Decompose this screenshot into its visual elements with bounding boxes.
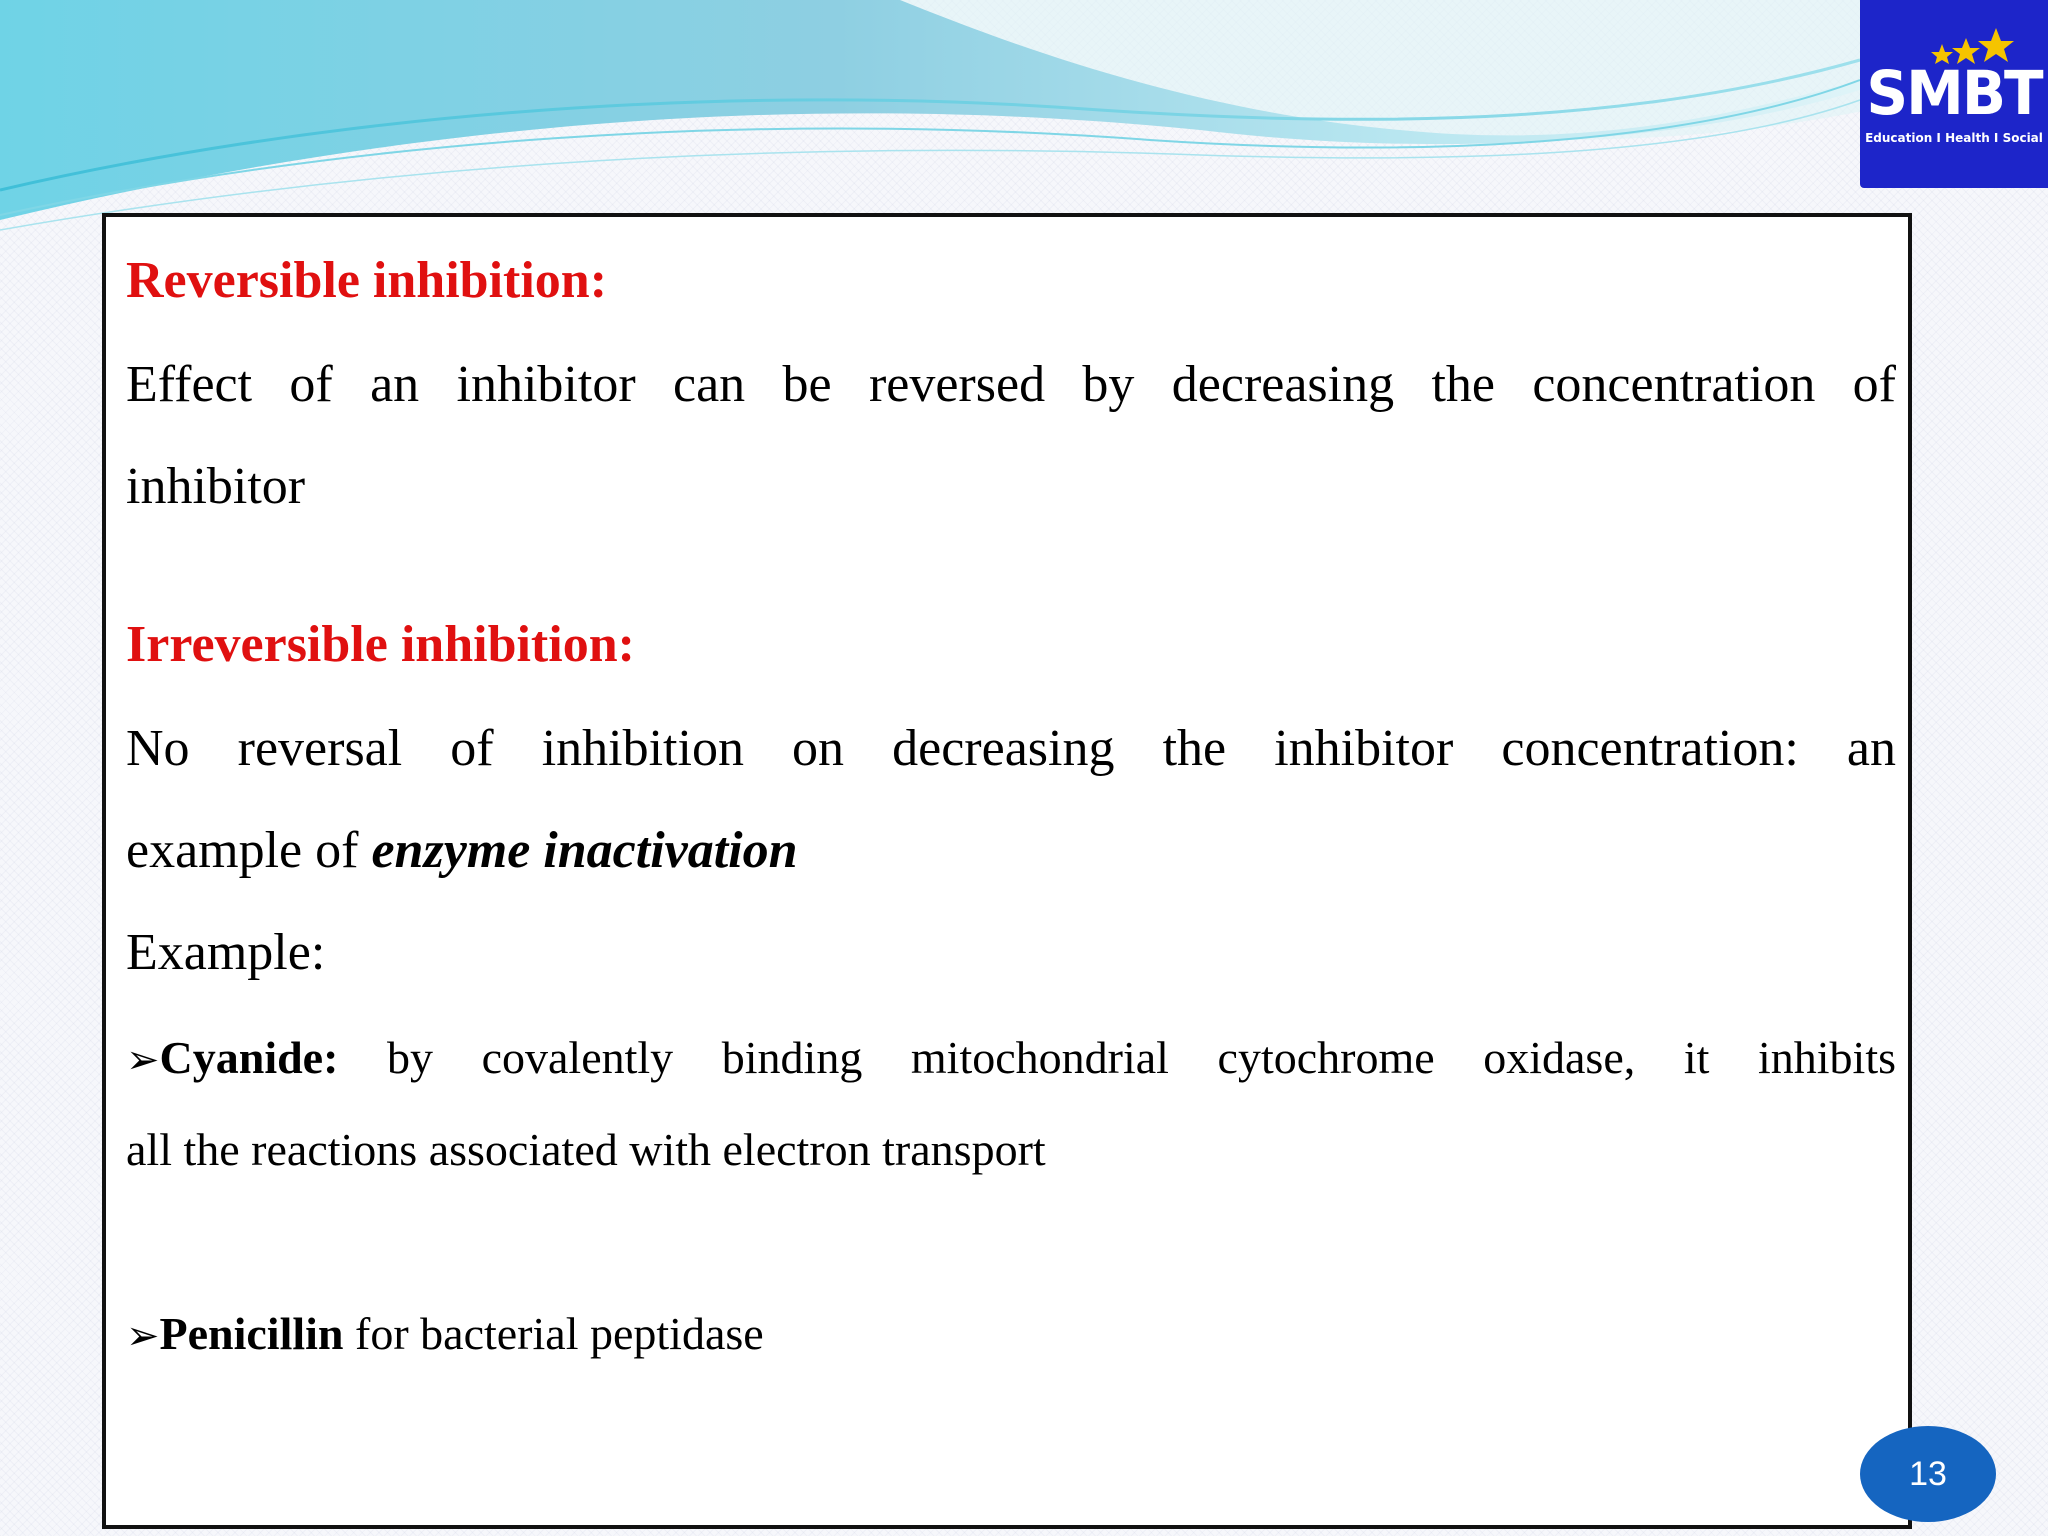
irreversible-heading: Irreversible inhibition: <box>126 616 635 673</box>
cyanide-text: by covalently binding mitochondrial cytochrome oxidase, it inhibits <box>338 1032 1896 1083</box>
cyanide-example-line2: all the reactions associated with electron transport <box>126 1124 1046 1175</box>
arrow-bullet-icon: ➢ <box>126 1037 160 1083</box>
irreversible-text-prefix: example of <box>126 822 372 879</box>
example-label: Example: <box>126 924 326 981</box>
reversible-text-line1: Effect of an inhibitor can be reversed by decreasing the concentration of <box>126 356 1896 413</box>
irreversible-text-line1: No reversal of inhibition on decreasing the inhibitor concentration: an <box>126 720 1896 777</box>
penicillin-term: Penicillin <box>159 1308 344 1359</box>
page-number-badge: 13 <box>1860 1426 1996 1522</box>
header-wave-decoration <box>0 0 2048 240</box>
enzyme-inactivation-emphasis: enzyme inactivation <box>371 822 798 879</box>
reversible-text-line2: inhibitor <box>126 458 306 515</box>
cyanide-term: Cyanide: <box>159 1032 339 1083</box>
arrow-bullet-icon: ➢ <box>126 1313 160 1359</box>
logo-wordmark: SMBT <box>1866 57 2042 129</box>
smbt-logo <box>1860 0 2048 188</box>
slide-content-box <box>102 213 1912 1529</box>
reversible-heading: Reversible inhibition: <box>126 252 608 309</box>
irreversible-text-line2 <box>126 821 1896 880</box>
penicillin-example <box>126 1307 1896 1360</box>
cyanide-example-line1 <box>126 1031 1896 1084</box>
logo-tagline: Education I Health I Social <box>1865 131 2043 145</box>
penicillin-text: for bacterial peptidase <box>343 1308 764 1359</box>
